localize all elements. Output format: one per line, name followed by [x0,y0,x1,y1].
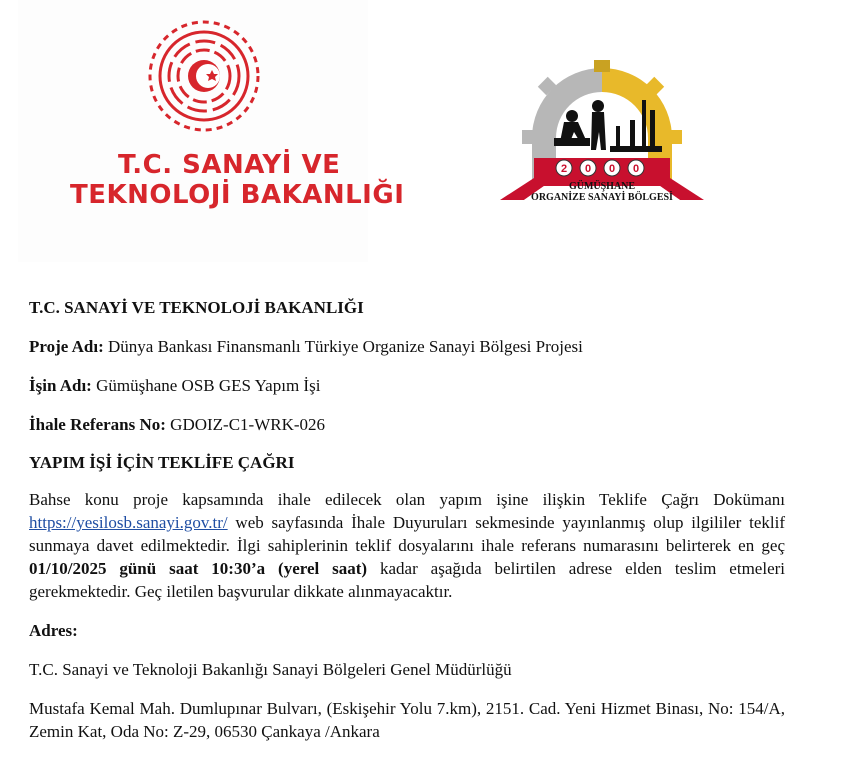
document-heading: T.C. SANAYİ VE TEKNOLOJİ BAKANLIĞI [29,298,364,317]
invitation-text-3: kadar aşağıda belirtilen adrese elden teslim etmeleri gerekmektedir. Geç iletilen başvurular dikkate alınmayacaktır. [29,559,785,601]
document-body [29,290,785,743]
osb-logo-line2: ORGANİZE SANAYİ BÖLGESİ [531,192,673,203]
tender-ref-value: GDOIZ-C1-WRK-026 [170,415,326,434]
ministry-emblem-icon [146,18,262,134]
work-name-label: İşin Adı: [29,376,92,395]
address-line-1: T.C. Sanayi ve Teknoloji Bakanlığı Sanayi Bölgeleri Genel Müdürlüğü [29,660,512,679]
project-name-value: Dünya Bankası Finansmanlı Türkiye Organize Sanayi Bölgesi Projesi [108,337,583,356]
ministry-logo-line2: TEKNOLOJİ BAKANLIĞI [70,180,405,210]
workers-silhouette-icon [554,100,662,152]
address-line-2: Mustafa Kemal Mah. Dumlupınar Bulvarı, (Eskişehir Yolu 7.km), 2151. Cad. Yeni Hizmet Binası, No: 154/A, Zemin Kat, Oda No: Z-29, 06530 Çankaya /Ankara [29,699,785,741]
work-name-value: Gümüşhane OSB GES Yapım İşi [96,376,321,395]
invitation-text-1: Bahse konu proje kapsamında ihale edilecek olan yapım işine ilişkin Teklife Çağrı Dokümanı [29,490,785,509]
invitation-text-2: web sayfasında İhale Duyuruları sekmesinde yayınlanmış olup ilgililer teklif sunmaya davet edilmektedir. İlgi sahiplerinin teklif dosyalarını ihale referans numarasını belirterek en geç [29,513,785,555]
project-name-label: Proje Adı: [29,337,104,356]
call-title: YAPIM İŞİ İÇİN TEKLİFE ÇAĞRI [29,453,295,472]
project-name-line [29,335,785,358]
tender-ref-line [29,413,785,436]
work-name-line [29,374,785,397]
ministry-logo [18,0,405,262]
osb-logo [480,60,724,210]
osb-badge-digit: 0 [608,163,616,175]
osb-badge-digit: 0 [584,163,592,175]
ministry-logo-line1: T.C. SANAYİ VE [118,150,341,180]
osb-badge-digit: 0 [632,163,640,175]
deadline-text: 01/10/2025 günü saat 10:30’a (yerel saat) [29,559,368,578]
invitation-paragraph [29,488,785,603]
tender-ref-label: İhale Referans No: [29,415,166,434]
address-label: Adres: [29,621,78,640]
osb-logo-line1: GÜMÜŞHANE [568,181,636,192]
tender-website-link[interactable]: https://yesilosb.sanayi.gov.tr/ [29,513,228,532]
osb-badge-digit: 2 [560,163,568,175]
